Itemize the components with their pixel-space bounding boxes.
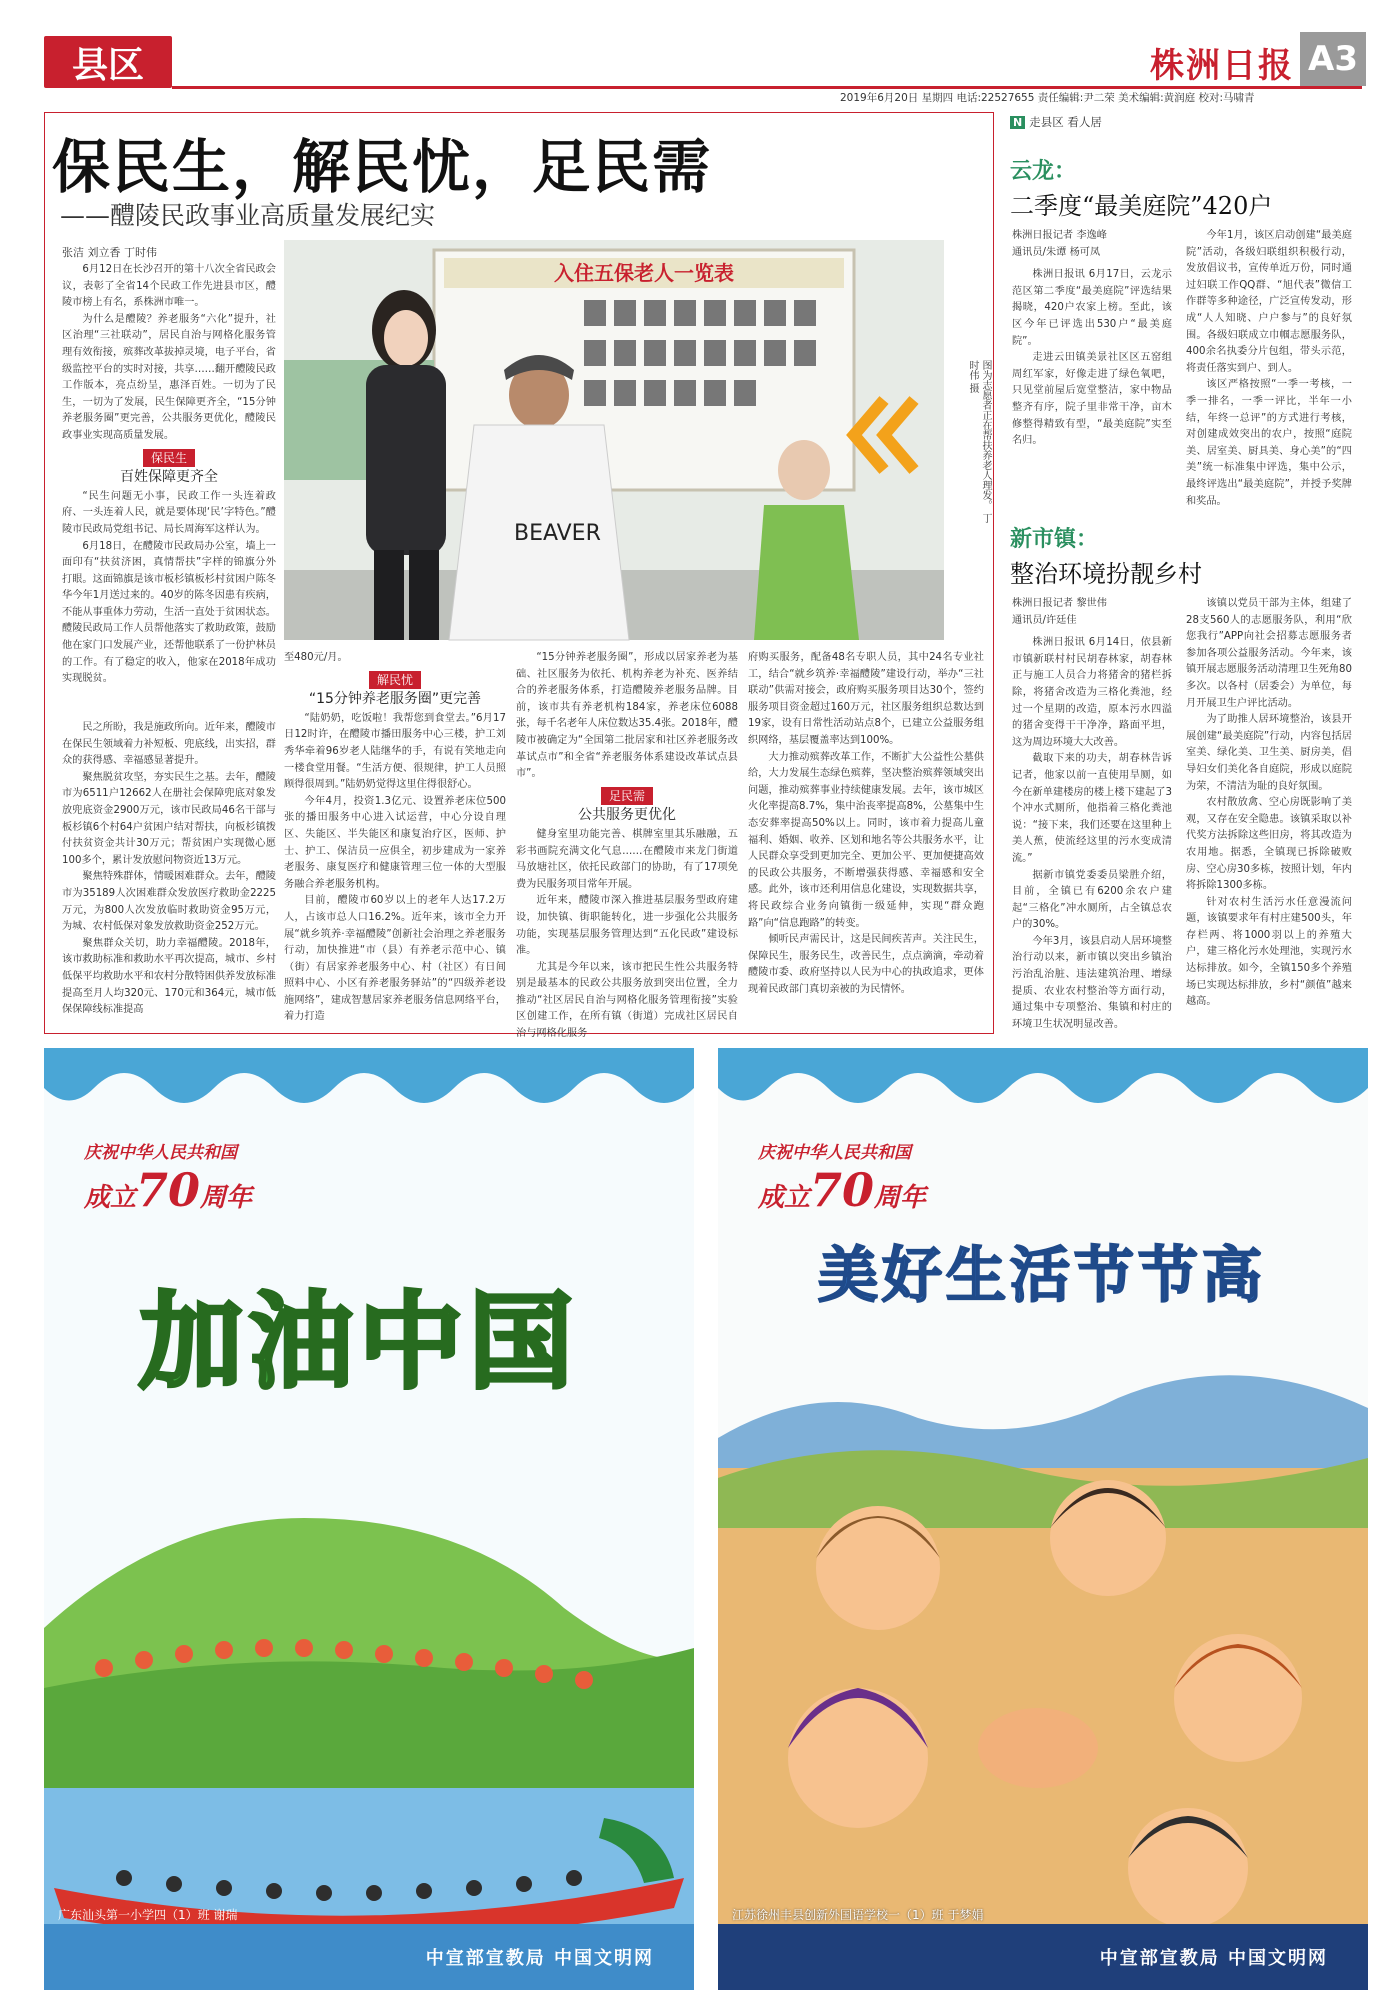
paragraph: 为了助推人居环境整治，该县开展创建“最美庭院”行动，内容包括居室美、绿化美、卫生美、厨房美，倡导妇女们美化各自庭院，形成以庭院为荣，不清洁为耻的良好氛围。 (1186, 714, 1352, 792)
article-column-5 (748, 650, 984, 1022)
paragraph: 聚焦脱贫攻坚，夯实民生之基。去年，醴陵市为6511户12662人在册社会保障兜底对象发放兜底资金2900万元，该市民政局46名干部与板杉镇6个村64户贫困户结对帮扶，向板杉镇拨付扶贫资金共计30万元；帮贫困户实现微心愿100多个，累计发放慰问物资近13万元。 (62, 771, 276, 866)
article-column-3 (284, 650, 506, 1022)
byline: 株洲日报记者 黎世伟 (1012, 598, 1107, 609)
photo-illustration (284, 240, 944, 640)
column-tag-text: 走县区 看人居 (1029, 115, 1102, 129)
story1-column-2 (1186, 228, 1352, 508)
column-tag-letter: N (1010, 116, 1025, 129)
byline: 株洲日报记者 李逸峰 (1012, 230, 1107, 241)
poster2-footer: 中宣部宣教局 中国文明网 (718, 1924, 1368, 1990)
article-byline: 张洁 刘立香 丁时伟 (62, 246, 157, 259)
page-number: A3 (1300, 32, 1366, 86)
paragraph: 据新市镇党委委员梁胜介绍，目前，全镇已有6200余农户建起“三格化”冲水厕所，占全镇总农户的30%。 (1012, 869, 1172, 931)
article-column-1 (62, 262, 276, 722)
paragraph: 聚焦群众关切，助力幸福醴陵。2018年，该市救助标准和救助水平再次提高，城市、乡村低保平均救助水平和农村分散特困供养发放标准提高至月人均320元、170元和364元，城市低保保障线标准提高 (62, 937, 276, 1016)
paragraph: 针对农村生活污水任意漫流问题，该镇要求年有村庄建500头，年存栏两、将1000羽以上的养殖大户，建三格化污水处理池，实现污水达标排放。如今，全镇150多个养殖场已实现达标排放，乡村“颜值”越来越高。 (1186, 896, 1352, 1008)
paragraph: 尤其是今年以来，该市把民生性公共服务特别是最基本的民政公共服务放到突出位置，全力推动“社区居民自治与网格化服务管理衔接”实验区创建工作，在所有镇（街道）完成社区居民自治与网格化服务 (516, 961, 738, 1040)
subsection-title: “15分钟养老服务圈”更完善 (308, 691, 482, 708)
paragraph: 近年来，醴陵市深入推进基层服务型政府建设，加快镇、街职能转化，进一步强化公共服务功能，实现基层服务管理达到“五化民政”建设标准。 (516, 895, 738, 957)
paragraph: 至480元/月。 (284, 652, 348, 663)
paragraph: 该区严格按照“一季一考核，一季一排名，一季一评比，半年一小结，年终一总评”的方式进行考核，对创建成效突出的农户，按照“庭院美、居室美、厨具美、身心美”的“四美”统一标准集中评选，集中公示，最终评选出“最美庭院”，并授予奖牌和奖品。 (1186, 379, 1352, 507)
page-title: 保民生，解民忧，足民需 (52, 133, 713, 201)
poster1-slogan: 加油中国 (139, 1281, 580, 1403)
poster-meihao-shenghuo (718, 1048, 1368, 1990)
paragraph: 目前，醴陵市60岁以上的老年人达17.2万人，占该市总人口16.2%。近年来，该市全力开展“就乡筑养·幸福醴陵”创新社会治理之养老服务行动，加快推进“市（县）有养老示范中心、镇（街）有居家养老服务中心、村（社区）有日间照料中心、小区有养老服务驿站”的“四级养老设施网络”，建成智慧居家养老服务信息网络平台，着力打造 (284, 895, 506, 1023)
story1-title: 二季度“最美庭院”420户 (1010, 192, 1273, 220)
paragraph: 今年4月，投资1.3亿元、设置养老床位500张的播田服务中心进入试运营，中心分设自理区、失能区、半失能区和康复治疗区，医师、护士、护工、保洁员一应俱全，初步建成为一家养老服务、康复医疗和健康管理三位一体的大型服务融合养老服务机构。 (284, 795, 506, 890)
paragraph: 6月12日在长沙召开的第十八次全省民政会议，表彰了全省14个民政工作先进县市区，醴陵市榜上有名，系株洲市唯一。 (62, 264, 276, 309)
paragraph: 聚焦特殊群体，情暖困难群众。去年，醴陵市为35189人次困难群众发放医疗救助金2225万元，为800人次发放临时救助资金95万元，为城、农村低保对象发放救助资金252万元。 (62, 871, 276, 933)
story2-kicker: 新市镇： (1010, 527, 1099, 552)
article-photo (284, 240, 944, 640)
paragraph: 健身室里功能完善、棋牌室里其乐融融，五彩书画院充满文化气息……在醴陵市来龙门街道马放塘社区，依托民政部门的协助，有了17项免费为民服务项目常年开展。 (516, 828, 738, 890)
paragraph: 今年3月，该县启动人居环境整治行动以来，新市镇以突出乡镇治污治乱治脏、违法建筑治理、增绿提质、农业农村整治等方面行动，通过集中专项整治、集镇和村庄的环境卫生状况明显改善。 (1012, 935, 1172, 1030)
subsection-title: 百姓保障更齐全 (120, 469, 218, 486)
subsection-tag: 足民需 (601, 787, 653, 806)
poster1-artist-credit: 广东汕头第一小学四（1）班 谢瑞 (58, 1908, 238, 1922)
paragraph: 民之所盼，我是施政所向。近年来，醴陵市在保民生领域着力补短板、兜底线，出实招，群众的获得感、幸福感显著提升。 (62, 722, 276, 767)
byline: 通讯员/朱谭 杨可凤 (1012, 246, 1101, 258)
paragraph: 大力推动殡葬改革工作，不断扩大公益性公墓供给，大力发展生态绿色殡葬，坚决整治殡葬领域突出问题，推动殡葬事业持续健康发展。去年，该市城区火化率提高8.7%，集中治丧率提高8%，公墓集中生态安葬率提高50%以上。同时，该市着力提高儿童福利、婚姻、收养、区划和地名等公共服务水平，让人民群众享受到更加完全、更加公平、更加便捷高效的民政公共服务，不断增强获得感、幸福感和安全感。此外，该市还利用信息化建设，实现数据共享，将民政综合业务向镇街一级延伸，实现“群众跑路”向“信息跑路”的转变。 (748, 751, 984, 929)
celebrate-70-logo: 庆祝中华人民共和国 成立70周年 (758, 1143, 927, 1217)
subsection-title: 公共服务更优化 (578, 807, 676, 824)
paragraph: 株洲日报讯 6月14日，依县新市镇新联村村民胡春林家，胡春林正与施工人员合力将猪舍的猪栏拆除，将猪舍改造为三格化粪池，经过一个星期的改造，原本污水四溢的猪舍变得干干净净，路面平坦，这为周边环境大大改善。 (1012, 637, 1172, 748)
paragraph: 为什么是醴陵？养老服务“六化”提升，社区治理“三社联动”，居民自治与网格化服务管理有效衔接，殡葬改革拔掉灵境，电子平台，省级监控平台的实时对接，共享……翻开醴陵民政工作版本，亮点纷呈，惠泽百姓。一切为了民生，一切为了发展，民生保障更齐全，“15分钟养老服务圈”更完善，公共服务更优化，醴陵民政事业实现高质量发展。 (62, 313, 276, 441)
paragraph: 株洲日报讯 6月17日，云龙示范区第二季度“最美庭院”评选结果揭晓，420户农家上榜。至此，该区今年已评选出530户“最美庭院”。 (1012, 269, 1172, 347)
poster1-footer: 中宣部宣教局 中国文明网 (44, 1924, 694, 1990)
story1-column-1 (1012, 228, 1172, 508)
poster2-slogan: 美好生活节节高 (818, 1241, 1266, 1311)
section-tag: 县区 (44, 36, 172, 88)
story2-column-1 (1012, 596, 1172, 1030)
paragraph: 走进云田镇美景社区区五窑组周红军家，好像走进了绿色氧吧，只见堂前屋后宽堂整洁，家中物品整齐有序，院子里非常干净，亩木修整得精致有型，“最美庭院”实至名归。 (1012, 352, 1172, 447)
byline: 通讯员/许廷佳 (1012, 614, 1077, 626)
paragraph: 今年1月，该区启动创建“最美庭院”活动，各级妇联组织积极行动，发放倡议书，宣传单近万份，同时通过妇联工作QQ群、“旭代表”微信工作群等多种途径，广泛宣传发动，形成“人人知晓、户户参与”的良好氛围。各级妇联成立巾帼志愿服务队，400余名执委分片包组，带头示范，将责任落实到户、到人。 (1186, 230, 1352, 374)
paragraph: 倾听民声需民计，这是民间疾苦声。关注民生，保障民生，服务民生，改善民生，点点滴滴，牵动着醴陵市委、政府坚持以人民为中心的执政追求，更体现着民政部门真切亲被的为民情怀。 (748, 934, 984, 995)
paragraph: “民生问题无小事，民政工作一头连着政府、一头连着人民，就是要体现‘民’字特色。”醴陵市民政局党组书记、局长周海军这样认为。 (62, 490, 276, 535)
story2-column-2 (1186, 596, 1352, 1026)
subsection-tag: 保民生 (143, 449, 195, 468)
column-tag (1010, 114, 1102, 130)
photo-board-title: 入住五保老人一览表 (554, 261, 734, 285)
svg-text:BEAVER: BEAVER (514, 521, 601, 546)
poster2-artist-credit: 江苏徐州丰县创新外国语学校一（1）班 于梦娟 (732, 1908, 984, 1922)
story2-title: 整治环境扮靓乡村 (1010, 560, 1202, 588)
article-subhead: ——醴陵民政事业高质量发展纪实 (60, 201, 436, 230)
paragraph: 6月18日，在醴陵市民政局办公室，墙上一面印有“扶贫济困，真情帮扶”字样的锦旗分外打眼。这面锦旗是该市板杉镇板杉村贫困户陈冬华今年1月送过来的。40岁的陈冬因患有疾病，不能从事重体力劳动，生活一直处于贫困状态。醴陵民政局工作人员帮他落实了救助政策，鼓励他在家门口发展产业，还帮他联系了一份护林员的工作。有了稳定的收入，他家在2018年成功实现脱贫。 (62, 540, 276, 685)
paragraph: “陆奶奶，吃饭啦！我帮您到食堂去。”6月17日12时许，在醴陵市播田服务中心三楼，护工刘秀华牵着96岁老人陆继华的手，有说有笑地走向一楼食堂用餐。“生活方便、很规律，护工人员照顾得很周到。”陆奶奶觉得这里住得很舒心。 (284, 712, 506, 791)
story1-kicker: 云龙： (1010, 159, 1077, 184)
celebrate-70-logo: 庆祝中华人民共和国 成立70周年 (84, 1143, 253, 1217)
date-editor-line: 2019年6月20日 星期四 电话:22527655 责任编辑:尹二荣 美术编辑:黄润庭 校对:马啸青 (840, 92, 1255, 104)
paragraph: 截取下来的功夫，胡春林告诉记者，他家以前一直使用旱厕，如今在新单建楼房的楼上楼下建起了3个冲水式厕所，他指着三格化粪池说：“接下来，我们还要在这里种上美人蕉，使流经这里的污水变成清流。” (1012, 753, 1172, 864)
paragraph: 府购买服务，配备48名专职人员，其中24名专业社工，结合“就乡筑养·幸福醴陵”建设行动，举办“三社联动”供需对接会，政府购买服务项目达30个，签约服务项目资金超过160万元，社区服务组织总数达到19家，设有日常性活动站点8个，已建立公益服务组织网络，基层覆盖率达到100%。 (748, 652, 984, 746)
poster-jiayou-zhongguo (44, 1048, 694, 1990)
paragraph: “15分钟养老服务圈”，形成以居家养老为基础、社区服务为依托、机构养老为补充、医养结合的养老服务体系，打造醴陵养老服务品牌。目前，该市共有养老机构184家，养老床位6088张，每千名老年人床位数达35.4张。2018年，醴陵市被确定为“全国第二批居家和社区养老服务改革试点市”和全省“养老服务体系建设改革试点县市”。 (516, 652, 738, 780)
newspaper-logo: 株洲日报 (1150, 46, 1294, 86)
article-column-1b (62, 720, 276, 1020)
paragraph: 农村散放禽、空心房既影响了美观，又存在安全隐患。该镇采取以补代奖方法拆除这些旧房，将其改造为农用地。据悉，全镇现已拆除破败房、空心房30多栋，按照计划，年内将拆除1300多栋。 (1186, 797, 1352, 892)
subsection-tag: 解民忧 (369, 671, 421, 690)
photo-caption: 图为志愿者正在帮扶养老人理发。 丁时伟 摄 (967, 360, 991, 524)
paragraph: 该镇以党员干部为主体，组建了28支560人的志愿服务队，利用“欣您我行”APP向社会招募志愿服务者参加各项公益服务活动。今年来，该镇开展志愿服务活动清理卫生死角80多次。以各村（居委会）为单位，每月开展卫生户评比活动。 (1186, 598, 1352, 709)
article-column-4 (516, 650, 738, 1040)
